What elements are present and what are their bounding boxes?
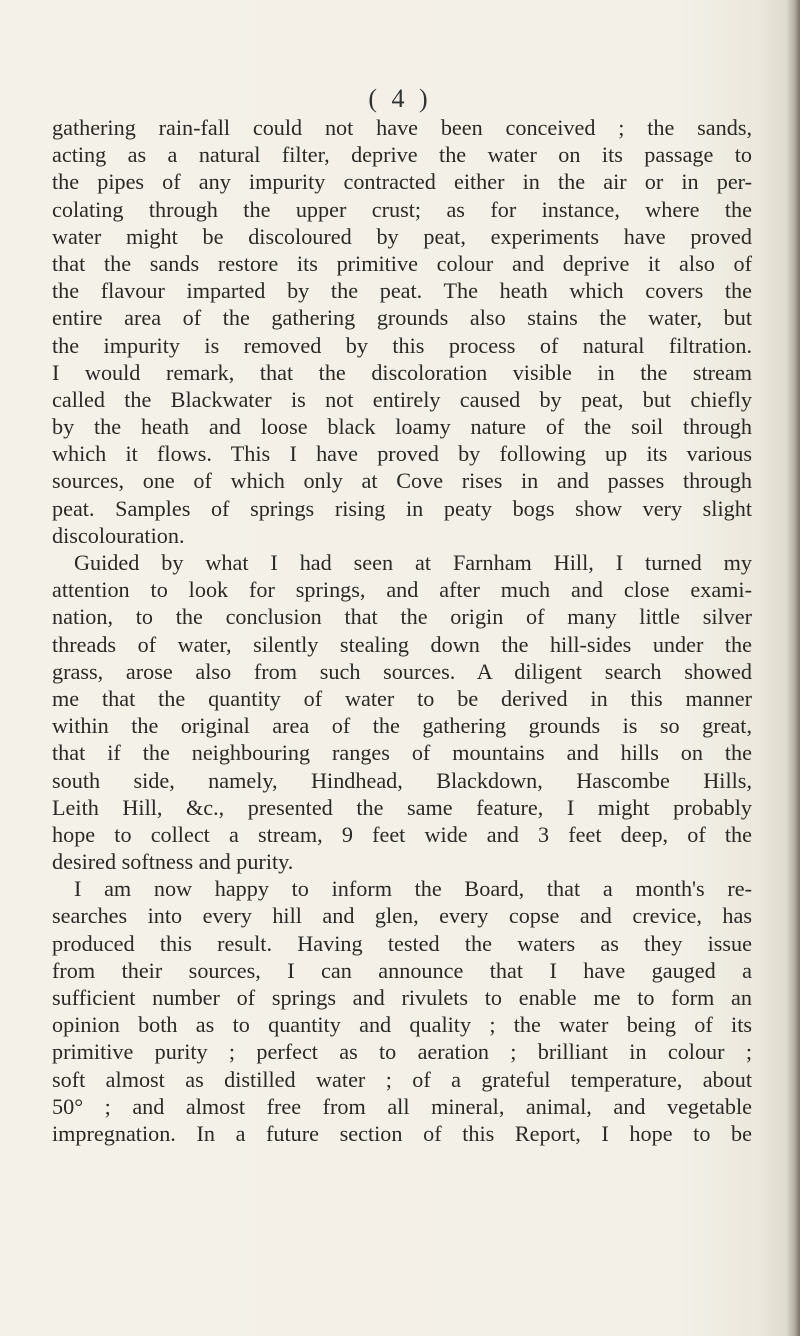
text-line: which it flows. This I have proved by following up its various	[52, 441, 752, 467]
text-line: primitive purity ; perfect as to aeration ; brilliant in colour ;	[52, 1039, 752, 1065]
text-line: sufficient number of springs and rivulets to enable me to form an	[52, 985, 752, 1010]
text-line: threads of water, silently stealing down the hill-sides under the	[52, 631, 752, 657]
text-line: attention to look for springs, and after much and close exami-	[52, 577, 752, 603]
text-line: me that the quantity of water to be derived in this manner	[52, 685, 752, 711]
text-line: the pipes of any impurity contracted either in the air or in per-	[52, 169, 752, 195]
page-edge-shadow	[786, 0, 800, 1336]
page-number: ( 4 )	[368, 84, 432, 113]
text-line: nation, to the conclusion that the origin of many little silver	[52, 604, 752, 630]
text-line: called the Blackwater is not entirely caused by peat, but chiefly	[52, 386, 752, 412]
text-line: colating through the upper crust; as for instance, where the	[52, 196, 752, 222]
text-line: I am now happy to inform the Board, that a month's re-	[74, 876, 752, 902]
text-line: gathering rain-fall could not have been conceived ; the sands,	[52, 115, 752, 140]
text-line: hope to collect a stream, 9 feet wide and 3 feet deep, of the	[52, 821, 752, 847]
text-line: that if the neighbouring ranges of mountains and hills on the	[52, 740, 752, 766]
text-line: soft almost as distilled water ; of a grateful temperature, about	[52, 1066, 752, 1092]
text-line: desired softness and purity.	[52, 849, 294, 875]
text-line: sources, one of which only at Cove rises in and passes through	[52, 468, 752, 494]
text-line: within the original area of the gathering grounds is so great,	[52, 713, 752, 739]
text-line: Leith Hill, &c., presented the same feature, I might probably	[52, 794, 752, 820]
text-line: by the heath and loose black loamy nature of the soil through	[52, 414, 752, 440]
text-line: south side, namely, Hindhead, Blackdown, Hascombe Hills,	[52, 767, 752, 793]
text-line: entire area of the gathering grounds also stains the water, but	[52, 305, 752, 331]
text-line: acting as a natural filter, deprive the water on its passage to	[52, 142, 752, 168]
text-line: the flavour imparted by the peat. The heath which covers the	[52, 278, 752, 304]
text-line: grass, arose also from such sources. A diligent search showed	[52, 658, 752, 684]
text-line: opinion both as to quantity and quality ; the water being of its	[52, 1012, 752, 1038]
text-line: that the sands restore its primitive colour and deprive it also of	[52, 250, 752, 276]
text-line: produced this result. Having tested the waters as they issue	[52, 930, 752, 956]
text-line: 50° ; and almost free from all mineral, animal, and vegetable	[52, 1093, 752, 1119]
text-line: water might be discoloured by peat, experiments have proved	[52, 223, 752, 249]
body-text	[52, 114, 752, 1147]
text-line: discolouration.	[52, 522, 185, 548]
text-line: peat. Samples of springs rising in peaty bogs show very slight	[52, 495, 752, 521]
text-line: impregnation. In a future section of this Report, I hope to be	[52, 1120, 752, 1146]
text-line: from their sources, I can announce that I have gauged a	[52, 957, 752, 983]
text-line: I would remark, that the discoloration visible in the stream	[52, 359, 752, 385]
text-line: the impurity is removed by this process of natural filtration.	[52, 332, 752, 358]
text-line: Guided by what I had seen at Farnham Hill, I turned my	[74, 550, 752, 575]
text-line: searches into every hill and glen, every copse and crevice, has	[52, 903, 752, 929]
